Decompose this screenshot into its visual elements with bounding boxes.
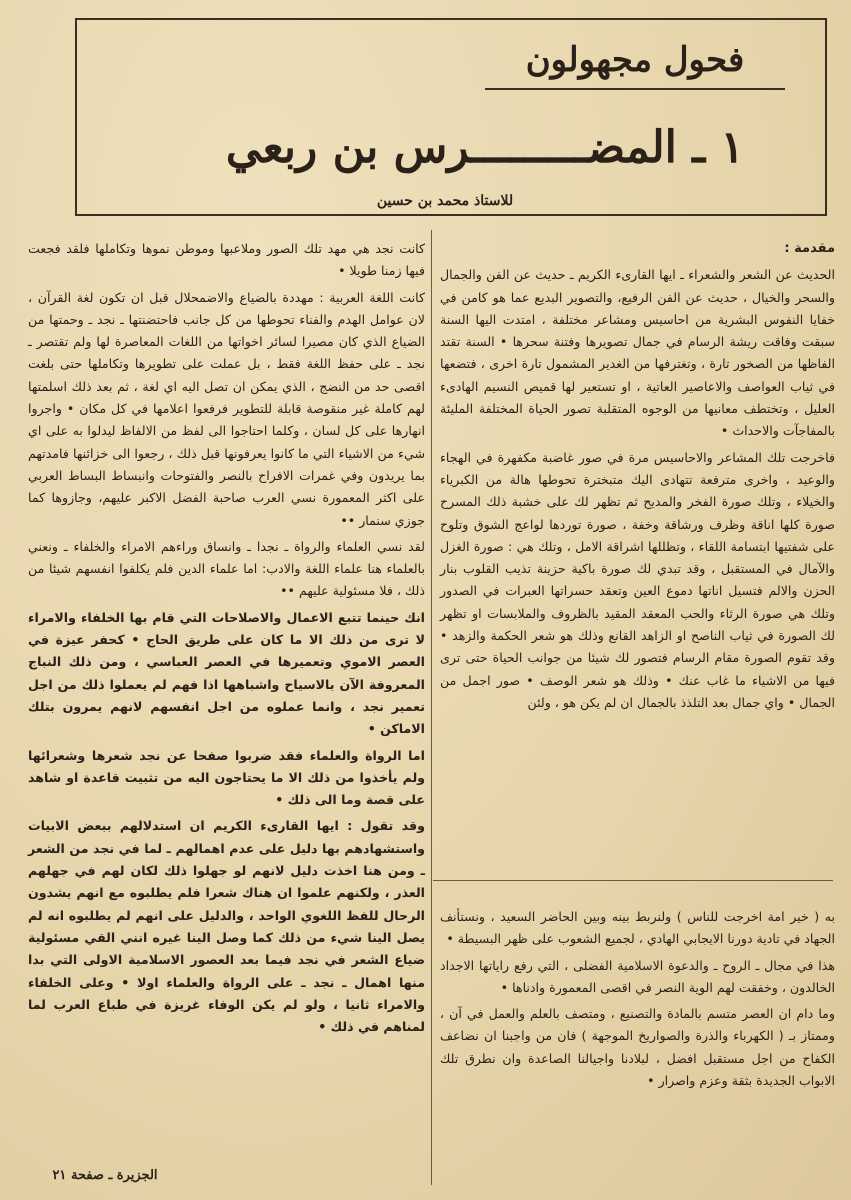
paragraph: به ( خير امة اخرجت للناس ) ولنربط بينه وبين الحاضر السعيد ، ونستأنف الجهاد في تادية دورنا الايجابي الهادي ، لجميع الشعوب على ظهر البسيطة •	[440, 909, 835, 947]
article-title: ١ ـ المضـــــــــرس بن ربعي	[225, 122, 745, 173]
paragraph: هذا في مجال ـ الروح ـ والدعوة الاسلامية الفضلى ، التي رفع راياتها الاجداد الخالدون ، وخفقت لهم الوية النصر في اقصى المعمورة وادناها •	[440, 957, 835, 995]
column-divider	[431, 230, 432, 1185]
series-title-underline	[485, 88, 785, 90]
author-byline: للاستاذ محمد بن حسين	[376, 193, 514, 209]
right-column	[440, 238, 835, 718]
section-divider	[433, 880, 833, 881]
series-title: فحول مجهولون	[525, 40, 745, 80]
left-column	[28, 238, 425, 1042]
paragraph: كانت اللغة العربية : مهددة بالضياع والاضمحلال قبل ان تكون لغة القرآن ، لان عوامل الهدم والفناء تحوطها من كل جانب فاحتضنتها ـ نجد ـ وحمتها من الضياع الذي كان مصيرا لسائر اخواتها من اللغات المعاصرة لها ولم تقتصر ـ نجد ـ على حفظ اللغة فقط ، بل عملت على تطويرها وتكاملها حتى بلغت اقصى حد من النضج ، الذي يمكن ان تصل اليه اي لغة ، ثم بعد ذلك اسلمتها لهم كاملة غير منقوصة قابلة للتطوير فرفعوا اعلامها في كل مكان • واجروا انهارها على كل لسان ، وكلما احتاجوا الى لفظ من الالفاظ ليدلوا به على اي شيء من الاشياء التي ما كانوا يعرفونها قبل ذلك ، رجعوا الى خزائنها فامدتهم بما يريدون وفي غمرات الافراح بالنصر والفتوحات وانبساط البساط العربي على اكثر المعمورة نسي العرب صاحبة الفضل الاكبر عليهم، وجازوها كما جوزي سنمار ••	[28, 289, 425, 528]
section-heading: مقدمة :	[784, 241, 835, 256]
page-footer: الجزيرة ـ صفحة ٢١	[52, 1168, 158, 1183]
bold-paragraph: انك حينما تتبع الاعمال والاصلاحات التي قام بها الخلفاء والامراء لا ترى من ذلك الا ما كان على طريق الحاج • كحفر عيزة في العصر الاموي وتعميرها في العصر العباسي ، ومن ذلك النباج المعروفة الآن بالاسياح واشباهها اذا فهم لم يعملوا ذلك من اجل تعمير نجد ، وانما عملوه من اجل انفسهم لانهم يمرون بتلك الاماكن •	[28, 609, 425, 737]
paragraph: لقد نسي العلماء والرواة ـ نجدا ـ وانساق وراءهم الامراء والخلفاء ـ ونعني بالعلماء هنا علماء اللغة والادب: اما علماء الدين فلم يكلفوا انفسهم شيئا من ذلك ، فلا مسئولية عليهم ••	[28, 538, 425, 599]
paragraph: الحديث عن الشعر والشعراء ـ ايها القارىء الكريم ـ حديث عن الفن والجمال والسحر والخيال ، حديث عن الفن الرفيع، والتصوير البديع عما هو كامن في خفايا النفوس البشرية من احاسيس ومشاعر مختلفة ، امتدت اليها السنة سبقت وفاقت ريشة الرسام في جمال تصويرها وفتنة سحرها • السنة تقتد الفاظها من الصخور تارة ، وتغترفها من الغدير المشمول تارة اخرى ، فتضعها في ثياب العواصف والاعاصير العاتية ، او تستعير لها قميص النسيم الهادىء العليل ، وتختطف معانيها من الوجوه المتقلبة تصور الحياة المختلفة المليئة بالمفاجآت والاحداث •	[440, 267, 835, 439]
paragraph: فاخرجت تلك المشاعر والاحاسيس مرة في صور غاضبة مكفهرة في الهجاء والوعيد ، واخرى مترفعة تتهادى اليك متبخترة تحوطها هالة من الكبرياء والخيلاء ، وتلك صورة الفخر والمديح ثم تظهر لك على خشبة ذلك المسرح صورة كلها اناقة وظرف ورشاقة وخفة ، صورة توردها لواعج الشوق وتلوح على شفتيها ابتسامة اللقاء ، وتظللها اشراقة الامل ، وتلك هي : صورة الغزل والآمال في المستقبل ، وقد تبدي لك صورة باكية حزينة تذيب القلوب بنار الحزن والالم فتسيل اناتها دموع العين وتعقد حسراتها العبرات في الصدور وتلك هي صورة الرثاء والحب المعقد المقيد بالظروف والملابسات او تظهر لك الصورة في ثياب الناصح او الزاهد القانع وذلك هو شعر الحكمة والزهد • وقد تقوم الصورة مقام الرسام فتصور لك شيئا من جوانب الحياة حتى ترى فيها من الاشياء ما غاب عنك • وذلك هو شعر الوصف • صور اجمل من الجمال • واي جمال بعد التلذذ بالجمال ان لم يكن هو ، ولئن	[440, 449, 835, 710]
title-box	[75, 18, 827, 216]
paragraph: كانت نجد هي مهد تلك الصور وملاعبها وموطن نموها وتكاملها فلقد فجعت فيها زمنا طويلا •	[28, 241, 425, 279]
bold-paragraph: وقد تقول : ايها القارىء الكريم ان استدلالهم ببعض الابيات واستشهادهم بها دليل على عدم اهمالهم ـ لما في نجد من الشعر ـ ومن هنا اخذت دليل لانهم لو جهلوا ذلك لكان لهم في جهلهم العذر ، ولكنهم علموا ان هناك شعرا فلم يطلبوه مع انهم يشدون الرحال للفظ اللغوي الواحد ، والدليل على انهم لم يطلبوه انه لم يصل الينا شيء من ذلك كما وصل الينا غيره انني القي مسئولية ضياع الشعر في نجد فيما بعد العصور الاسلامية الاولى التي بدا منها اهمال ـ نجد ـ على الرواة والعلماء اولا • وعلى الخلفاء والامراء ثانيا ، ولو لم يكن الوفاء غريزة في طباع العرب لما لمناهم في ذلك •	[28, 818, 425, 1035]
bold-paragraph: اما الرواة والعلماء فقد ضربوا صفحا عن نجد شعرها وشعرائها ولم يأخذوا من ذلك الا ما يحتاجون اليه من تثبيت قاعدة او شاهد على قصة وما الى ذلك •	[28, 747, 425, 808]
right-bottom-column	[440, 906, 835, 1096]
paragraph: وما دام ان العصر متسم بالمادة والتصنيع ، ومتصف بالعلم والعمل في آن ، وممتاز بـ ( الكهرباء والذرة والصواريخ الموجهة ) فان من واجبنا ان نضاعف الكفاح من اجل مستقبل افضل ، لبلادنا واجيالنا الصاعدة وان نطرق تلك الابواب الجديدة بثقة وعزم واصرار •	[440, 1006, 835, 1089]
